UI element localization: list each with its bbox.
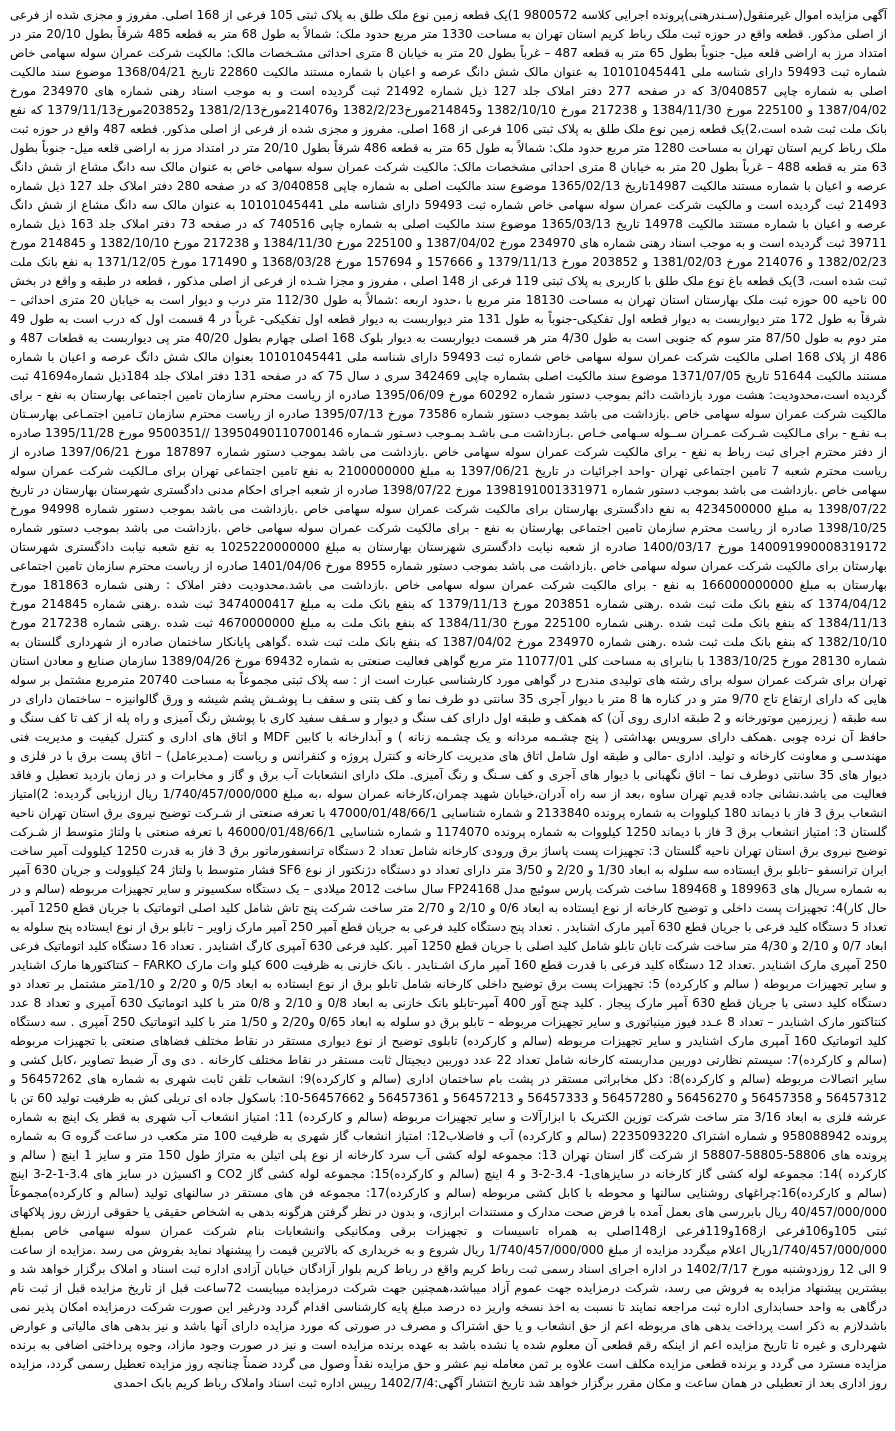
auction-notice-text: آگهی مزایده اموال غیرمنقول(سـندرهنی)پرونده اجرایی کلاسه 9800572 1)یک قطعه زمین نوع ملک طلق به پلاک ثبتی 105 فرعی از 168 اصلی. مفروز و مجزی شده از فرعی از اصلی مذکور. قطعه واقع در حوزه ثبت ملک رباط کریم استان تهران به مساحت 1330 متر مربع حدود ملک: شمالاً به طول 68 متر به قطعه 485 شرقاً بطول 20/10 متر در امتداد مرز به اراضی قلعه میل- جنوباً بطول 65 متر به قطعه 487 – غرباً بطول 20 متر به خیابان 8 متری احداثی مشـخصات مالک: مالکیت شرکت عمران سوله سهامی خاص شماره ثبت 59493 دارای شناسه ملی 10101045441 به عنوان مالک شش دانگ عرصه و اعیان با شماره مستند مالکیت 22860 تاریخ 1368/04/21 موضوع سند مالکیت اصلی به شماره چاپی 3/040857 که در صفحه 277 دفتر املاک جلد 127 ذیل شماره 21492 ثبت گردیده است و به موجب اسناد رهنی شماره های 234970 مورخ 1387/04/02 و 225100 مورخ 1384/11/30 و 217238 مورخ 1382/10/10 و214845مورخ1382/2/23 و214076مورخ1381/2/13 و203852مورخ1379/11/13 که نفع بانک ملت ثبت شده است،2)یک قطعه زمین نوع ملک طلق به پلاک ثبتی 106 فرعی از 168 اصلی. مفروز و مجزی شده از فرعی از اصلی مذکور. قطعه 487 واقع در حوزه ثبت ملک رباط کریم استان تهران به مساحت 1280 متر مربع حدود ملک: شمالاً به طول 65 متر به قطعه 486 شرقاً بطول 20/10 متر در امتداد مرز به اراضی قلعه میل- جنوباً بطول 63 متر به قطعه 488 – غرباً بطول 20 متر به خیابان 8 متری احداثی مشخصات مالک: مالکیت شرکت عمران سوله سهامی خاص به عنوان مالک سه دانگ مشاع از شش دانگ عرصه و اعیان با شماره مستند مالکیت 14987تاریخ 1365/02/13 موضوع سند مالکیت اصلی به شماره چاپی 3/040858 که در صفحه 280 دفتر املاک جلد 127 ذیل شماره 21493 ثبت گردیده است و مالکیت شرکت عمران سوله سهامی خاص شماره ثبت 59493 دارای شناسه ملی 10101045441 به عنوان مالک سه دانگ مشاع از شش دانگ عرصه و اعیان با شماره مستند مالکیت 14978 تاریخ 1365/03/13 موضوع سند مالکیت اصلی به شماره چاپی 740516 که در صفحه 73 دفتر املاک جلد 163 ذیل شماره 39711 ثبت گردیده است و به موجب اسناد رهنی شماره های 234970 مورخ 1387/04/02 و 225100 مورخ 1384/11/30 و 217238 مورخ 1382/10/10 و 214845 مورخ 1382/02/23 و 214076 مورخ 1381/02/03 و 203852 مورخ 1379/11/13 و 157666 و 157694 مورخ 1368/03/28 و 171490 مورخ 1371/12/05 به نفع بانک ملت ثبت شده است، 3)یک قطعه باغ نوع ملک طلق با کاربری به پلاک ثبتی 119 فرعی از 148 اصلی ، مفروز و مجزا شـده از فرعی از اصلی مذکور ، قطعه در طبقه و واقع در بخش 00 ناحیه 00 حوزه ثبت ملک بهارستان استان تهران به مساحت 18130 متر مربع با ،حدود اربعه :شمالاً به طول 112/30 متر درب و دیوار است به خیابان 20 متری احداثی – شرقاً به طول 172 متر دیواربست به دیوار قطعه اول تفکیکی-جنوباً به طول 131 متر دیواربست به دیوار قطعه اول تفکیکی- غرباً در 4 قسمت اول که درب است به طول 49 متر دوم به طول 87/50 متر سوم که جنوبی است به طول 4/30 متر هر قسمت دیواربست به دیوار بلوک 168 اصلی چهارم بطول 40/20 متر پی دیواربست به قطعات 487 و 486 از پلاک 168 اصلی مالکیت شرکت عمران سوله سهامی خاص شماره ثبت 59493 دارای شناسه ملی 10101045441 بعنوان مالک شش دانگ عرصه و اعیان با شماره مستند مالکیت 51644 تاریخ 1371/07/05 موضوع سند مالکیت اصلی بشماره چاپی 342469 سری د سال 75 که در صفحه 131 دفتر املاک جلد 184ذیل شماره41694 ثبت گردیده است،محدودیت: هشت مورد بازداشت دائم بموجب دستور شماره 60292 مورخ 1395/06/09 صادره از ریاست محترم سازمان تامین اجتماعی بهارستان به نفع - برای مالکیت شرکت عمران سوله سهامی خاص .بازداشت می باشد بموجب دستور شماره 73586 مورخ 1395/07/13 صادره از ریاست محترم سازمان تـامین اجتمـاعی بهارسـتان بـه نفـع - برای مـالکیت شـرکت عمـران ســوله سـهامی خـاص .بـازداشت مـی باشـد بمـوجب دسـتور شـماره 13950490110700146 //9500351 مورخ 1395/11/28 صادره از دفتر محترم اجرای ثبت رباط به نفع - برای مالکیت شرکت عمران سوله سهامی خاص .بازداشت می باشد بموجب دستور شماره 187897 مورخ 1397/06/21 صادره از ریاست محترم شعبه 7 تامین اجتماعی تهران -واحد اجرائیات در تاریخ 1397/06/21 به مبلغ 2100000000 به نفع تامین اجتماعی تهران برای مـالکیت شرکت عمران سوله سهامی خاص .بازداشت می باشد بموجب دستور شماره 1398191001331971 مورخ 1398/07/22 صادره از شعبه اجرای احکام مدنی دادگستری شهرستان بهارستان در تاریخ 1398/07/22 به مبلغ 4234500000 به نفع دادگستری بهارستان برای مالکیت شرکت عمران سوله سهامی خاص .بازداشت می باشد بموجب دستور شماره 94998 مورخ 1398/10/25 صادره از ریاست محترم سازمان تامین اجتماعی بهارستان به نفع - برای مالکیت شرکت عمران سوله سهامی خاص .بازداشت می باشد بموجب دستور شماره 140091990008319172 مورخ 1400/03/17 صادره از شعبه نیابت دادگستری شهرستان بهارستان به مبلغ 1025220000000 به نفع شعبه نیابت دادگستری شهرستان بهارستان برای مالکیت شرکت عمران سوله سهامی خاص .بازداشت می باشد بموجب دستور شماره 8955 مورخ 1401/04/06 صادره از ریاست محترم سازمان تامین اجتماعی بهارستان به مبلغ 166000000000 به نفع - برای مالکیت شرکت عمران سوله سهامی خاص .بازداشت می باشد.محدودیت دفتر املاک : رهنی شماره 181863 مورخ 1374/04/12 که بنفع بانک ملت ثبت شده .رهنی شماره 203851 مورخ 1379/11/13 که بنفع بانک ملت به مبلغ 3474000417 ثبت شده .رهنی شماره 214845 مورخ 1384/11/13 که بنفع بانک ملت ثبت شده .رهنی شماره 225100 مورخ 1384/11/30 که بنفع بانک ملت به مبلغ 4670000000 ثبت شده .رهنی شماره 217238 مورخ 1382/10/10 که بنفع بانک ملت ثبت شده .رهنی شماره 234970 مورخ 1387/04/02 که بنفع بانک ملت ثبت شده .گواهی پایانکار ساختمان صادره از شهرداری گلستان به شماره 28130 مورخ 1383/10/25 با بنابرای به مساحت کلی 11077/01 متر مربع گواهی فعالیت صنعتی به شماره 69432 مورخ 1389/04/26 سازمان صنایع و معادن استان تهران برای شرکت عمران سوله برای رشته های تولیدی مندرج در گواهی مورد کارشناسی عبارت است از : سه پلاک ثبتی مجموعاً به مساحت 20740 مترمربع مشتمل بر سوله هایی که دارای ارتفاع تاج 9/70 متر و در کناره ها 8 متر با دیوار آجری 35 سانتی دو طرف نما و کف بتنی و سقف بـا پوشـش پشم شیشه و ورق گالوانیزه – ساختمان دارای در سه طبقه ( زیرزمین موتورخانه و 2 طبقه اداری روی آن) که همکف و طبقه اول دارای کف سنگ و دیوار و سـقف سفید کاری با پوشش رنگ آمیزی و راه پله از کف تا کف سنگ و حافظ آن نرده چوبی .همکف دارای سرویس بهداشتی ( پنج چشـمه مردانه و یک چشـمه زنانه ) و آبدارخانه با کابین MDF و اتاق های اداری و کنترل کیفیت و مدیریت فنی مهندسـی و معاونت کارخانه و تولید. اداری -مالی و طبقه اول شامل اتاق های مدیریت کارخانه و کنترل پروژه و کنفرانس و ریاست (مـدیرعامل) – اتاق پست برق با در فلزی و دیوار های 35 سانتی دوطرف نما – اتاق نگهبانی با دیوار های آجری و کف سـنگ و رنگ آمیزی. ملک دارای انشعابات آب برق و گاز و مخابرات و در زمان بازدید تعطیل و فاقد فعالیت می باشد.نشانی جاده قدیم تهران ساوه ،بعد از سه راه آدران،خیابان شهید چمران،کارخانه عمران سوله ،به مبلغ 1/740/457/000/000 ریال ارزیابی گردیده: 2)امتیاز انشعاب برق 3 فاز با دیماند 180 کیلووات به شماره پرونده 2133840 و شماره شناسایی 47000/01/48/66/1 با تعرفه صنعتی از شـرکت توضیح نیروی برق استان تهران ناحیه گلستان 3: امتیاز انشعاب برق 3 فاز با دیماند 1250 کیلووات به شماره پرونده 1174070 و شماره شناسایی 46000/01/48/66/1 با تعرفه صنعتی با ولتاژ متوسط از شـرکت توضیح نیروی برق استان تهران ناحیه گلستان 3: تجهیزات پست پاساژ برق ورودی کارخانه شامل تعداد 2 دستگاه ترانسفورماتور برق 3 فاز به قدرت 1250 کیلوولت آمپر ساخت ایران ترانسفو –تابلو برق ایستاده سه سلوله به ابعاد 1/30 و 2/20 و 3/50 متر دارای تعداد دو دستگاه دژنکتور از نوع SF6 فشار متوسط با ولتاژ 24 کیلوولت و جریان 630 آمپر به شماره سریال های 189963 و 189468 ساخت شرکت پارس سوئیچ مدل FP24168 سال ساخت 2012 میلادی – یک دستگاه سکسیونر و سایر تجهیزات مربوطه (سالم و در حال کار)4: تجهیزات پست داخلی و توضیح کارخانه از نوع ایستاده به ابعاد 0/6 و 2/10 و 2/70 متر ساخت شرکت پنج تاش شامل کلید اصلی اتوماتیک با جریان قطع 1250 آمپر. تعداد 5 دستگاه کلید فرعی با جریان قطع 630 آمپر مارک اشنایدر . تعداد پنج دستگاه کلید فرعی به جریان قطع آمپر 250 آمپر مارک زاویر – تابلو برق از نوع ایستاده پنج سلوله به ابعاد 0/7 و 2/10 و 4/30 متر ساخت شرکت تابان تابلو شامل کلید اصلی با جریان قطع 1250 آمپر .کلید فرعی 630 آمپری کارگ اشنایدر . تعداد 16 دستگاه کلید اتوماتیک فرعی 250 آمپری مارک اشنایدر .تعداد 12 دستگاه کلید فرعی با قدرت قطع 160 آمپر مارک اشـنایدر . بانک خازنی به ظرفیت 600 کیلو وات مارک FARKO – کنتاکتورها مارک اشنایدر و سایر تجهیزات مربوطه ( سالم و کارکرده) 5: تجهیزات پست برق توضیح داخلی کارخانه شامل تابلو برق از نوع ایستاده به ابعاد 0/5 و 2/20 و 1/10متر مشتمل بر تعداد دو دستگاه کلید دستی با جریان قطع 630 آمپر مارک پیجاز . کلید چنج آور 400 آمپر-تابلو بانک خازنی به ابعاد 0/8 و 2/10 و 0/8 متر با کلید اتوماتیک 630 آمپری و تعداد 8 عدد کنتاکتور مارک اشنایدر – تعداد 8 عـدد فیوز مینیاتوری و سایر تجهیزات مربوطه – تابلو برق دو سلوله به ابعاد 0/65 و2/20 و 1/50 متر با کلید اتوماتیک 250 آمپری . سه دستگاه کلید اتوماتیک 160 آمپری مارک اشنایدر و سایر تجهیزات مربوطه (سالم و کارکرده) تابلوی توضیح از نوع دیواری مستقر در نقاط مختلف فضاهای صنعتی با تجهیزات مربوطه (سالم و کارکرده)7: سیستم نظارتی دوربین مداربسته کارخانه شامل تعداد 22 عدد دوربین دیجیتال ثابت مستقر در نقاط مختلف کارخانه . دی وی آر ضبط تصاویر ،کابل کشی و سایر اتصالات مربوطه (سالم و کارکرده)8: دکل مخابراتی مستقر در پشت بام ساختمان اداری (سالم و کارکرده)9: انشعاب تلفن ثابت شهری به شماره های 56457262 و 56457312 و 56457358 و 56456270 و 56457280 و 56457333 و 56457213 و 56457361 و 56457662-10: باسکول جاده ای تریلی کش به ظرفیت تولید 60 تن با عرشه فلزی به ابعاد 3/16 متر ساخت شرکت توزین الکتریک با ابزارآلات و سایر تجهیزات مربوطه (سالم و کارکرده) 11: امتیاز انشعاب آب شهری به قطر یک اینچ به شماره پرونده 958088942 و شماره اشتراک 2235093220 (سالم و کارکرده) آب و فاضلاب12: امتیاز انشعاب گاز شهری به ظرفیت 100 متر مکعب در ساعت گروه G به شماره پرونده های 58806-58805-58807 از شرکت گاز استان تهران 13: مجموعه لوله کشی آب سرد کارخانه از نوع پلی اتیلن به متراژ طول 150 متر و سایز 1 اینچ ( سالم و کارکرده )14: مجموعه لوله کشی گاز کارخانه در سایزهای1- 3.4-2-3 و 4 اینچ (سالم و کارکرده)15: مجموعه لوله کشی گاز CO2 و اکسیژن در سایز های 3.4-1-2-3 اینچ (سالم و کارکرده)16:چراغهای روشنایی سالنها و محوطه با کابل کشی مربوطه (سالم و کارکرده)17: مجموعه فن های مستقر در سالنهای تولید (سالم و کارکرده)مجموعاً 40/457/000/000 ریال بابررسی های بعمل آمده با فرض صحت مدارک و مستندات ابرازی، و بدون در نظر گرفتن هرگونه بدهی به اشخاص حقیقی یا حقوقی ارزش روز پلاکهای ثبتی 105و106فرعی از168و119فرعی از148اصلی به همراه تاسیسات و تجهیزات برقی ومکانیکی وانشعابات بنام شرکت عمران سوله سهامی خاص بمبلغ 1/740/457/000/000ریال اعلام میگردد مزایده از مبلغ 1/740/457/000/000 ریال شروع و به خریداری که بالاترین قیمت را پیشنهاد نماید بفروش می رسد .مزایده از ساعت 9 الی 12 روزدوشنبه مورخ 1402/7/17 در اداره اجرای اسناد رسمی ثبت رباط کریم واقع در رباط کریم بلوار آزادگان خیابان آزادی اداره ثبت اسناد و املاک برگزار خواهد شد و بیشترین پیشنهاد مزایده به فروش می رسد، شرکت درمزایده جهت عموم آزاد میباشد،همچنین جهت شرکت درمزایده میبایست 72ساعت قبل از تاریخ مزایده قبل از ثبت نام درگاهی به واحد حسابداری اداره ثبت مراجعه نمایند تا نسبت به اخذ نسخه واریز ده درصد مبلغ پایه کارشناسی اقدام گردد ودرغیر این صورت شرکت درمزایده امکان پذیر نمی باشدلازم به ذکر است پرداخت بدهی های مربوطه اعم از حق انشعاب و یا حق اشتراک و مصرف در صورتی که مورد مزایده دارای آنها باشد و نیز بدهی های مالیاتی و عوارض شهرداری و غیره تا تاریخ مزایده اعم از اینکه رقم قطعی آن معلوم شده یا نشده باشد به عهده برنده مزایده است و نیز در صورت وجود مازاد، وجوه پرداختی اضافی به برنده مزایده مسترد می گردد و برنده قطعی مزایده مکلف است علاوه بر ثمن معامله نیم عشر و حق مزایده نقداً وصول می گردد ضمناً چنانچه روز مزایده تعطیل رسمی گردد، مزایده روز اداری بعد از تعطیلی در همان ساعت و مکان مقرر برگزار خواهد شد تاریخ انتشار آگهی:1402/7/4 رییس اداره ثبت اسناد واملاک رباط کریم بابک احمدی: [10, 8, 888, 1390]
